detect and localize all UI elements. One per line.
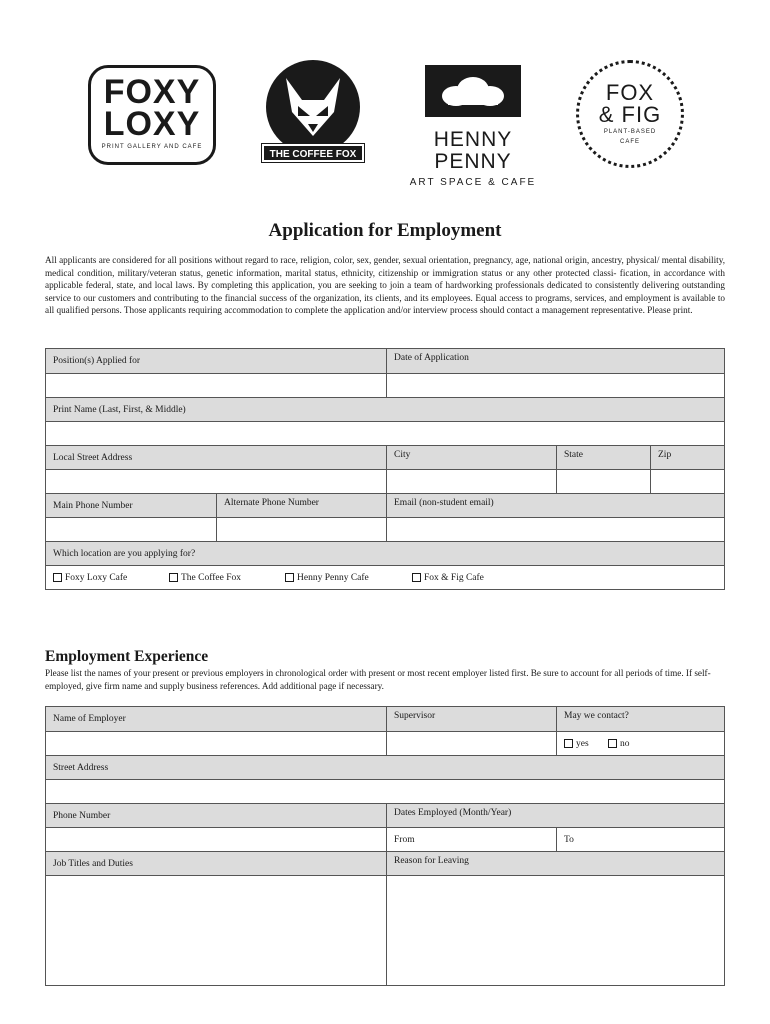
state-input[interactable] [556, 470, 650, 493]
street-input[interactable] [46, 470, 386, 493]
date-input[interactable] [386, 374, 724, 397]
supervisor-label: Supervisor [386, 707, 556, 731]
foxy-loxy-logo-sub: PRINT GALLERY AND CAFE [101, 144, 203, 150]
intro-text: All applicants are considered for all positions without regard to race, religion, color, sex, gender, sexual orientation, pregnancy, age, national origin, ancestry, physical/ mental disability, medical condition, military/veteran status, genetic information, marital status, ethnicity, citizenship or immigration status or any other protected classi- fication, in accordance with applicable federal, state, and local laws. By completing this application, you are seeking to join a team of hardworking professionals dedicated to consistently delivering outstanding service to our customers and contributing to the financial success of the organization, its clients, and its employees. Equal access to programs, services, and employment is available to all qualified persons. Those applicants requiring accommodation to complete the application and/or interview process should contact a management representative. Please print. [45, 255, 725, 316]
yes-label: yes [576, 738, 589, 749]
henny-penny-logo-line2: ART SPACE & CAFE [409, 177, 537, 188]
job-titles-label: Job Titles and Duties [53, 858, 133, 869]
henny-penny-logo-line1: HENNY PENNY [433, 128, 513, 173]
location-option-foxy-loxy[interactable] [53, 573, 169, 583]
fox-head-icon [266, 60, 360, 154]
email-input[interactable] [386, 518, 724, 541]
section-title-employment: Employment Experience [45, 648, 209, 665]
fox-fig-logo-line3: PLANT-BASED [603, 129, 657, 135]
position-label: Position(s) Applied for [53, 356, 141, 366]
location-option-henny-penny[interactable] [285, 573, 412, 583]
city-label: City [386, 446, 556, 469]
employer-street-label: Street Address [53, 762, 109, 773]
henny-penny-logo [402, 65, 544, 188]
employer-label: Name of Employer [53, 714, 126, 724]
location-label: Foxy Loxy Cafe [65, 572, 128, 583]
main-phone-label: Main Phone Number [53, 500, 133, 511]
location-label: The Coffee Fox [181, 572, 241, 583]
main-phone-input[interactable] [46, 518, 216, 541]
checkbox-icon[interactable] [412, 573, 421, 582]
date-label: Date of Application [386, 349, 724, 373]
zip-label: Zip [650, 446, 724, 469]
location-label: Henny Penny Cafe [297, 572, 369, 583]
location-options [46, 566, 724, 589]
checkbox-icon[interactable] [285, 573, 294, 582]
contact-label: May we contact? [556, 707, 724, 731]
city-input[interactable] [386, 470, 556, 493]
fox-fig-logo-line4: CAFE [619, 139, 640, 145]
from-field[interactable]: From [386, 828, 556, 851]
supervisor-input[interactable] [386, 732, 556, 755]
job-titles-input[interactable] [46, 876, 386, 985]
no-label: no [620, 738, 630, 749]
name-input[interactable] [46, 422, 724, 445]
employer-phone-label: Phone Number [53, 810, 111, 821]
coffee-fox-logo [262, 60, 364, 175]
state-label: State [556, 446, 650, 469]
checkbox-icon[interactable] [564, 739, 573, 748]
coffee-fox-banner: THE COFFEE FOX [262, 144, 364, 162]
foxy-loxy-logo [88, 65, 216, 165]
foxy-loxy-logo-line1: FOXY [103, 73, 201, 111]
foxy-loxy-logo-line2: LOXY [103, 105, 201, 143]
email-label: Email (non-student email) [386, 494, 724, 517]
contact-options [556, 732, 724, 755]
checkbox-icon[interactable] [608, 739, 617, 748]
employer-phone-input[interactable] [46, 828, 386, 851]
checkbox-icon[interactable] [53, 573, 62, 582]
name-label: Print Name (Last, First, & Middle) [53, 404, 186, 415]
contact-no-option[interactable] [608, 739, 630, 749]
cloud-icon [425, 65, 521, 117]
fox-fig-logo-line2: & FIG [598, 102, 662, 127]
position-input[interactable] [46, 374, 386, 397]
checkbox-icon[interactable] [169, 573, 178, 582]
page-title: Application for Employment [268, 220, 502, 241]
employment-intro-text: Please list the names of your present or previous employers in chronological order with present or most recent employer listed first. Be sure to account for all periods of time. If self-employed, give firm name and supply business references. Add additional page if necessary. [45, 668, 711, 691]
reason-label: Reason for Leaving [386, 852, 724, 875]
reason-input[interactable] [386, 876, 724, 985]
alt-phone-label: Alternate Phone Number [216, 494, 386, 517]
logo-bar [0, 55, 770, 188]
location-label: Fox & Fig Cafe [424, 572, 484, 583]
coffee-fox-emblem [266, 60, 360, 154]
dates-label: Dates Employed (Month/Year) [386, 804, 724, 827]
fox-fig-logo [576, 60, 684, 168]
alt-phone-input[interactable] [216, 518, 386, 541]
to-field[interactable]: To [556, 828, 724, 851]
zip-input[interactable] [650, 470, 724, 493]
contact-yes-option[interactable] [564, 739, 608, 749]
applicant-info-form [45, 348, 725, 590]
location-option-coffee-fox[interactable] [169, 573, 285, 583]
fox-fig-logo-line1: FOX [605, 80, 655, 105]
employment-form [45, 706, 725, 986]
location-option-fox-fig[interactable] [412, 573, 484, 583]
employer-street-input[interactable] [46, 780, 724, 803]
employer-input[interactable] [46, 732, 386, 755]
location-question: Which location are you applying for? [53, 548, 196, 559]
street-label: Local Street Address [53, 452, 133, 463]
